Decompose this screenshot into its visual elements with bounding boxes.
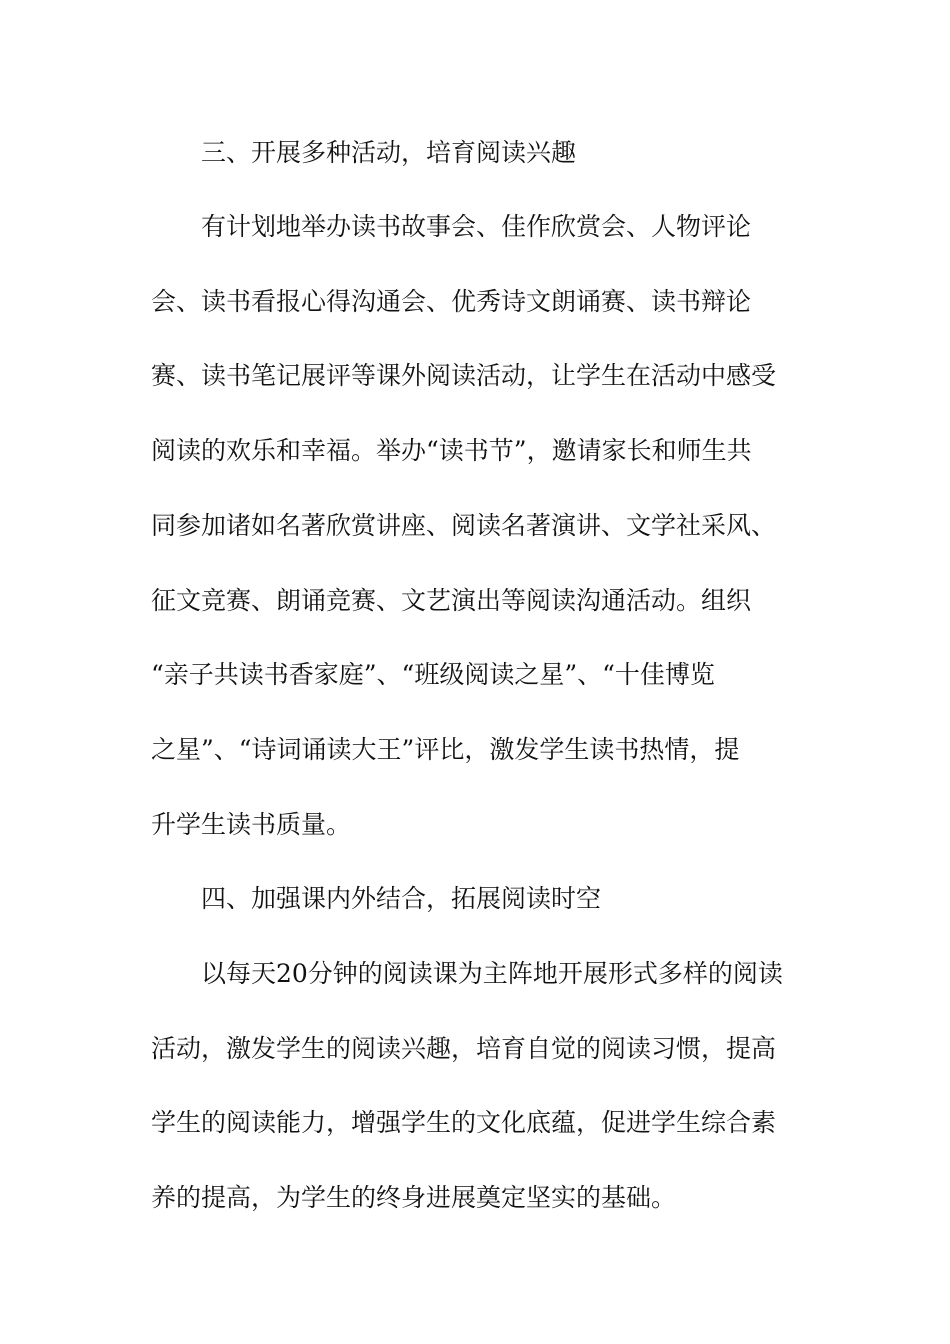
paragraph-line: 阅读的欢乐和幸福。举办“读书节”，邀请家长和师生共 bbox=[151, 436, 752, 465]
paragraph-line: 有计划地举办读书故事会、佳作欣赏会、人物评论 bbox=[201, 212, 752, 241]
paragraph-line: 同参加诸如名著欣赏讲座、阅读名著演讲、文学社采风、 bbox=[151, 511, 777, 540]
paragraph-line: 征文竞赛、朗诵竞赛、文艺演出等阅读沟通活动。组织 bbox=[151, 586, 752, 615]
paragraph-line: 赛、读书笔记展评等课外阅读活动，让学生在活动中感受 bbox=[151, 361, 777, 390]
paragraph-line: 活动，激发学生的阅读兴趣，培育自觉的阅读习惯，提高 bbox=[151, 1034, 777, 1063]
section-heading-4: 四、加强课内外结合，拓展阅读时空 bbox=[201, 884, 602, 913]
paragraph-line: 升学生读书质量。 bbox=[151, 810, 352, 839]
paragraph-line: “亲子共读书香家庭”、“班级阅读之星”、“十佳博览 bbox=[151, 660, 715, 689]
paragraph-line: 学生的阅读能力，增强学生的文化底蕴，促进学生综合素 bbox=[151, 1108, 777, 1137]
section-heading-3: 三、开展多种活动，培育阅读兴趣 bbox=[201, 138, 577, 167]
paragraph-line: 以每天20分钟的阅读课为主阵地开展形式多样的阅读 bbox=[201, 959, 783, 988]
paragraph-line: 会、读书看报心得沟通会、优秀诗文朗诵赛、读书辩论 bbox=[151, 287, 752, 316]
paragraph-line: 之星”、“诗词诵读大王”评比，激发学生读书热情，提 bbox=[151, 735, 740, 764]
paragraph-line: 养的提高，为学生的终身进展奠定坚实的基础。 bbox=[151, 1183, 677, 1212]
